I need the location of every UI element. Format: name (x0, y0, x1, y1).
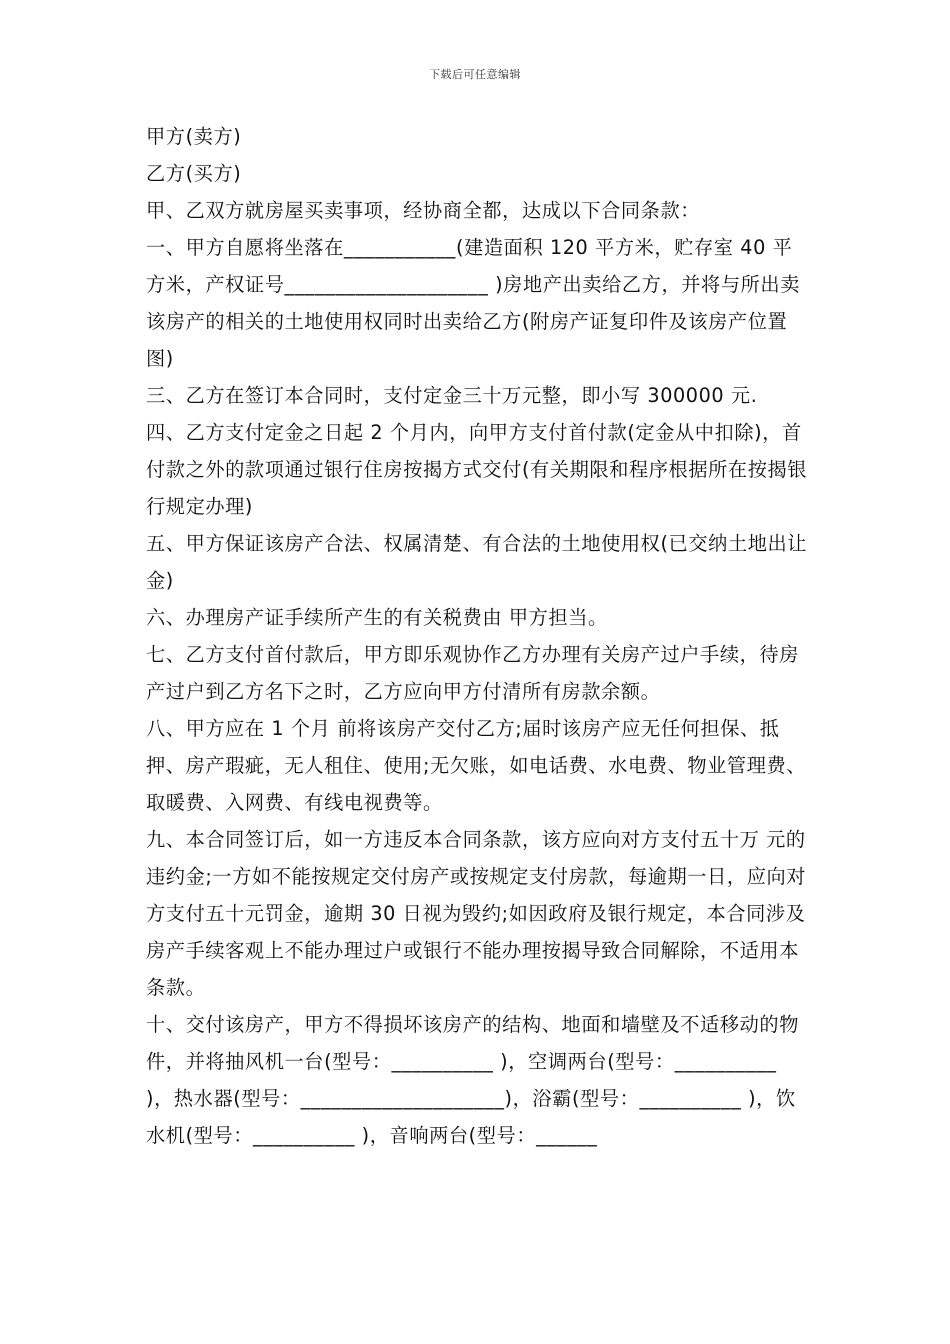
clause-1: 一、甲方自愿将坐落在___________(建造面积 120 平方米，贮存室 40 平方米，产权证号____________________ )房地产出卖给乙方，并将与所出卖该房产的相关的土地使用权同时出卖给乙方(附房产证复印件及该房产位置图) (146, 236, 800, 370)
party-b-line: 乙方(买方) (146, 162, 242, 185)
clause-6: 六、办理房产证手续所产生的有关税费由 甲方担当。 (146, 606, 608, 629)
clause-7: 七、乙方支付首付款后，甲方即乐观协作乙方办理有关房产过户手续，待房产过户到乙方名下之时，乙方应向甲方付清所有房款余额。 (146, 643, 799, 703)
clause-10: 十、交付该房产，甲方不得损坏该房产的结构、地面和墙壁及不适移动的物件，并将抽风机一台(型号：__________ )，空调两台(型号：__________ )，热水器(型号：____________________)，浴霸(型号：__________ )，饮水机(型号：__________ )，音响两台(型号：______ (146, 1013, 799, 1147)
clause-9: 九、本合同签订后，如一方违反本合同条款，该方应向对方支付五十万 元的违约金;一方如不能按规定交付房产或按规定支付房款，每逾期一日，应向对方支付五十元罚金，逾期 30 日视为毁约;如因政府及银行规定，本合同涉及房产手续客观上不能办理过户或银行不能办理按揭导致合同解除，不适用本条款。 (146, 828, 807, 999)
contract-intro: 甲、乙双方就房屋买卖事项，经协商全都，达成以下合同条款： (146, 199, 701, 222)
clause-8: 八、甲方应在 1 个月 前将该房产交付乙方;届时该房产应无任何担保、抵押、房产瑕疵，无人租住、使用;无欠账，如电话费、水电费、物业管理费、取暖费、入网费、有线电视费等。 (146, 717, 807, 814)
page-header-note: 下载后可任意编辑 (429, 68, 521, 81)
clause-3: 三、乙方在签订本合同时，支付定金三十万元整，即小写 300000 元. (146, 384, 758, 407)
party-a-line: 甲方(卖方) (146, 125, 242, 148)
clause-4: 四、乙方支付定金之日起 2 个月内，向甲方支付首付款(定金从中扣除)，首付款之外的款项通过银行住房按揭方式交付(有关期限和程序根据所在按揭银行规定办理) (146, 421, 808, 518)
document-body (146, 118, 808, 1154)
clause-5: 五、甲方保证该房产合法、权属清楚、有合法的土地使用权(已交纳土地出让金) (146, 532, 808, 592)
